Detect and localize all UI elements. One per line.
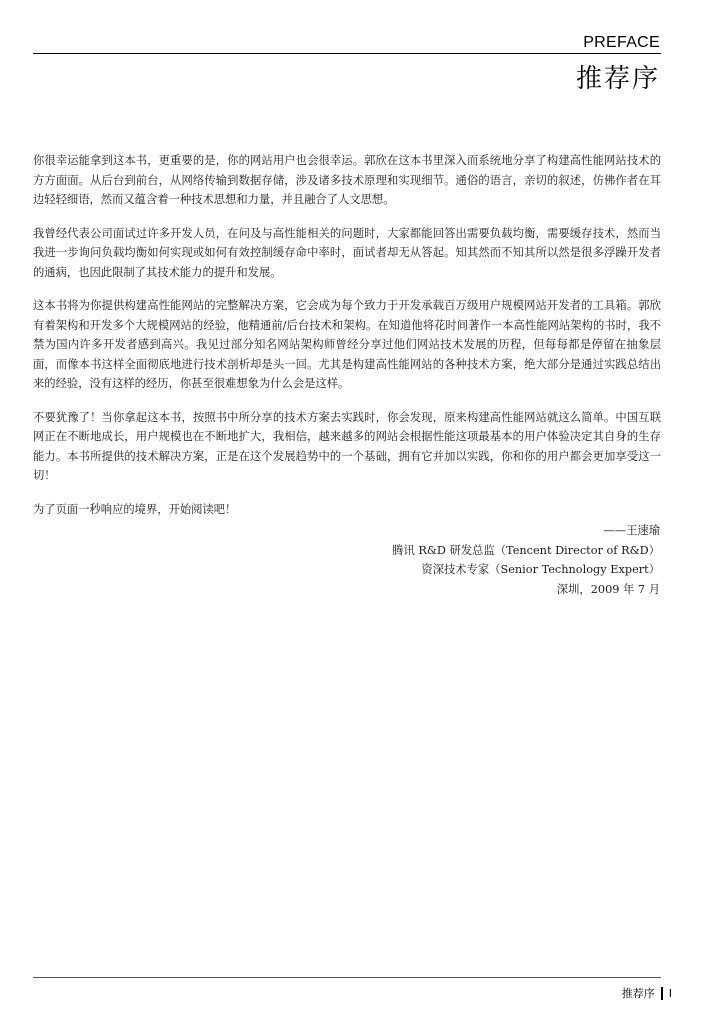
signature-title-1: 腾讯 R&D 研发总监（Tencent Director of R&D） bbox=[392, 543, 660, 557]
preface-body bbox=[33, 151, 661, 533]
footer-section-label: 推荐序 bbox=[621, 987, 655, 1000]
header-rule bbox=[33, 53, 661, 54]
signature-name: ——王速瑜 bbox=[603, 524, 660, 537]
header-title-en: PREFACE bbox=[583, 34, 660, 51]
page-footer bbox=[622, 985, 672, 1001]
paragraph-4: 不要犹豫了！当你拿起这本书，按照书中所分享的技术方案去实践时，你会发现，原来构建高性能网站就这么简单。中国互联网正在不断地成长，用户规模也在不断地扩大，我相信，越来越多的网站会根据性能这项最基本的用户体验决定其自身的生存能力。本书所提供的技术解决方案，正是在这个发展趋势中的一个基础，拥有它并加以实践，你和你的用户都会更加享受这一切！ bbox=[33, 410, 661, 482]
paragraph-5: 为了页面一秒响应的境界，开始阅读吧！ bbox=[33, 502, 237, 516]
paragraph-1: 你很幸运能拿到这本书，更重要的是，你的网站用户也会很幸运。郭欣在这本书里深入而系统地分享了构建高性能网站技术的方方面面。从后台到前台，从网络传输到数据存储，涉及诸多技术原理和实现细节。通俗的语言，亲切的叙述，仿佛作者在耳边轻轻细语，然而又蕴含着一种技术思想和力量，并且融合了人文思想。 bbox=[33, 154, 661, 206]
signature-title-2: 资深技术专家（Senior Technology Expert） bbox=[421, 563, 660, 576]
page-number: I bbox=[668, 986, 672, 1000]
footer-rule bbox=[33, 977, 661, 978]
signature-place-date: 深圳，2009 年 7 月 bbox=[556, 582, 660, 596]
paragraph-3: 这本书将为你提供构建高性能网站的完整解决方案，它会成为每个致力于开发承载百万级用户规模网站开发者的工具箱。郭欣有着架构和开发多个大规模网站的经验，他精通前/后台技术和架构。在知道他将花时间著作一本高性能网站架构的书时，我不禁为国内许多开发者感到高兴。我见过部分知名网站架构师曾经分享过他们网站技术发展的历程，但每每都是停留在抽象层面，而像本书这样全面彻底地进行技术剖析却是头一回。尤其是构建高性能网站的各种技术方案，绝大部分是通过实践总结出来的经验，没有这样的经历，你甚至很难想象为什么会是这样。 bbox=[33, 299, 661, 390]
signature-block bbox=[392, 521, 660, 599]
footer-separator bbox=[661, 987, 663, 1000]
page-title: 推荐序 bbox=[575, 64, 660, 94]
paragraph-2: 我曾经代表公司面试过许多开发人员，在问及与高性能相关的问题时，大家都能回答出需要负载均衡，需要缓存技术，然而当我进一步询问负载均衡如何实现或如何有效控制缓存命中率时，面试者却无从答起。知其然而不知其所以然是很多浮躁开发者的通病，也因此限制了其技术能力的提升和发展。 bbox=[33, 226, 661, 279]
